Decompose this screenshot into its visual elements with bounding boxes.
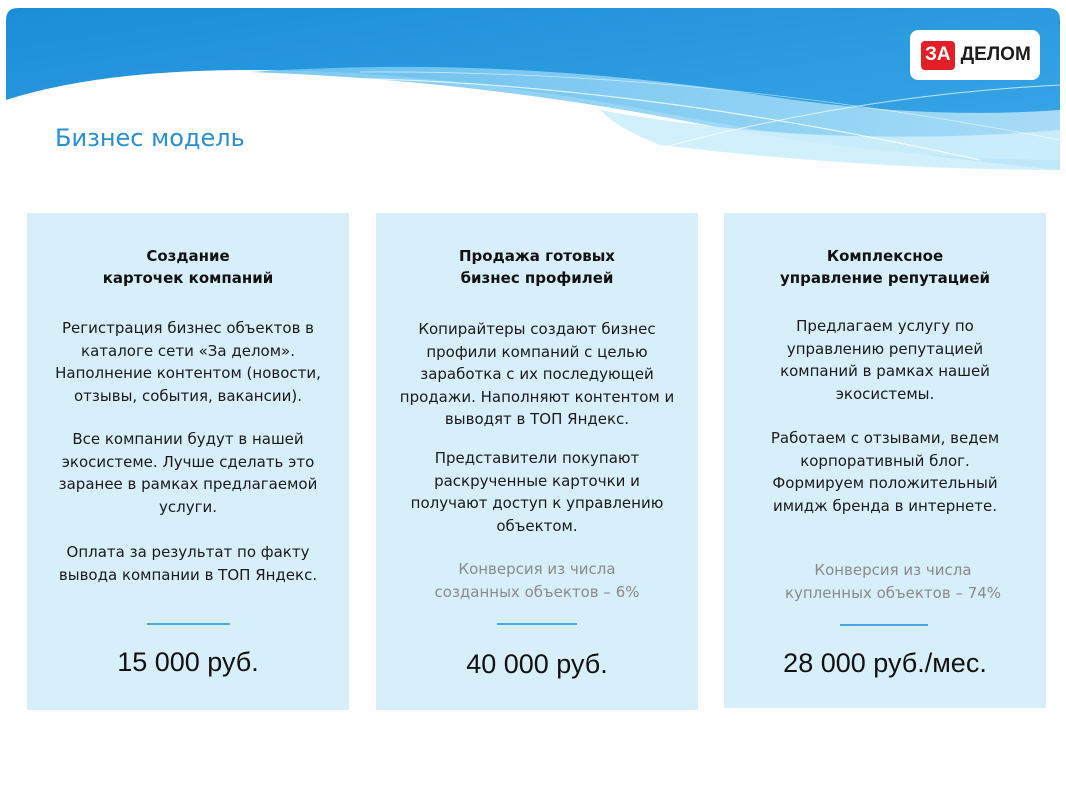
card-paragraph: Оплата за результат по факту вывода компании в ТОП Яндекс. (58, 543, 318, 584)
card-title-line: управление репутацией (779, 269, 991, 287)
conversion-note: Конверсия из числа купленных объектов – 74% (784, 561, 1002, 602)
card-title-line: карточек компаний (102, 269, 274, 287)
card-paragraph: Представители покупают раскрученные карточки и получают доступ к управлению объектом. (410, 449, 664, 535)
card-divider (840, 624, 928, 626)
brand-logo[interactable] (910, 30, 1040, 80)
card-title (724, 245, 1046, 289)
logo-text: ДЕЛОМ (960, 44, 1031, 65)
business-model-card-profile-sales (376, 213, 698, 710)
business-model-card-creation (27, 213, 349, 710)
card-paragraph: Регистрация бизнес объектов в каталоге сети «За делом». Наполнение контентом (новости, отзывы, события, вакансии). (55, 319, 321, 405)
card-title-line: Продажа готовых (459, 247, 615, 265)
logo-badge: ЗА (921, 41, 955, 70)
card-paragraph: Копирайтеры создают бизнес профили компаний с целью заработка с их последующей продажи. Наполняют контентом и выводят в ТОП Яндекс. (399, 320, 675, 428)
card-paragraph: Работаем с отзывами, ведем корпоративный блог. Формируем положительный имидж бренда в интернете. (770, 429, 1000, 515)
header-wave-banner (0, 0, 1066, 200)
card-divider (497, 623, 577, 625)
card-title (376, 245, 698, 289)
card-price: 40 000 руб. (466, 649, 608, 679)
conversion-note: Конверсия из числа созданных объектов – 6% (434, 560, 640, 601)
page-title: Бизнес модель (55, 124, 245, 152)
card-paragraph: Все компании будут в нашей экосистеме. Лучше сделать это заранее в рамках предлагаемой услуги. (58, 430, 318, 516)
card-title (27, 245, 349, 289)
card-title-line: Создание (146, 247, 230, 265)
card-title-line: бизнес профилей (460, 269, 614, 287)
card-paragraph: Предлагаем услугу по управлению репутацией компаний в рамках нашей экосистемы. (780, 317, 990, 403)
business-model-card-reputation (724, 213, 1046, 708)
card-price: 28 000 руб./мес. (783, 648, 987, 678)
card-price: 15 000 руб. (117, 647, 259, 677)
card-title-line: Комплексное (826, 247, 944, 265)
card-divider (147, 623, 230, 625)
